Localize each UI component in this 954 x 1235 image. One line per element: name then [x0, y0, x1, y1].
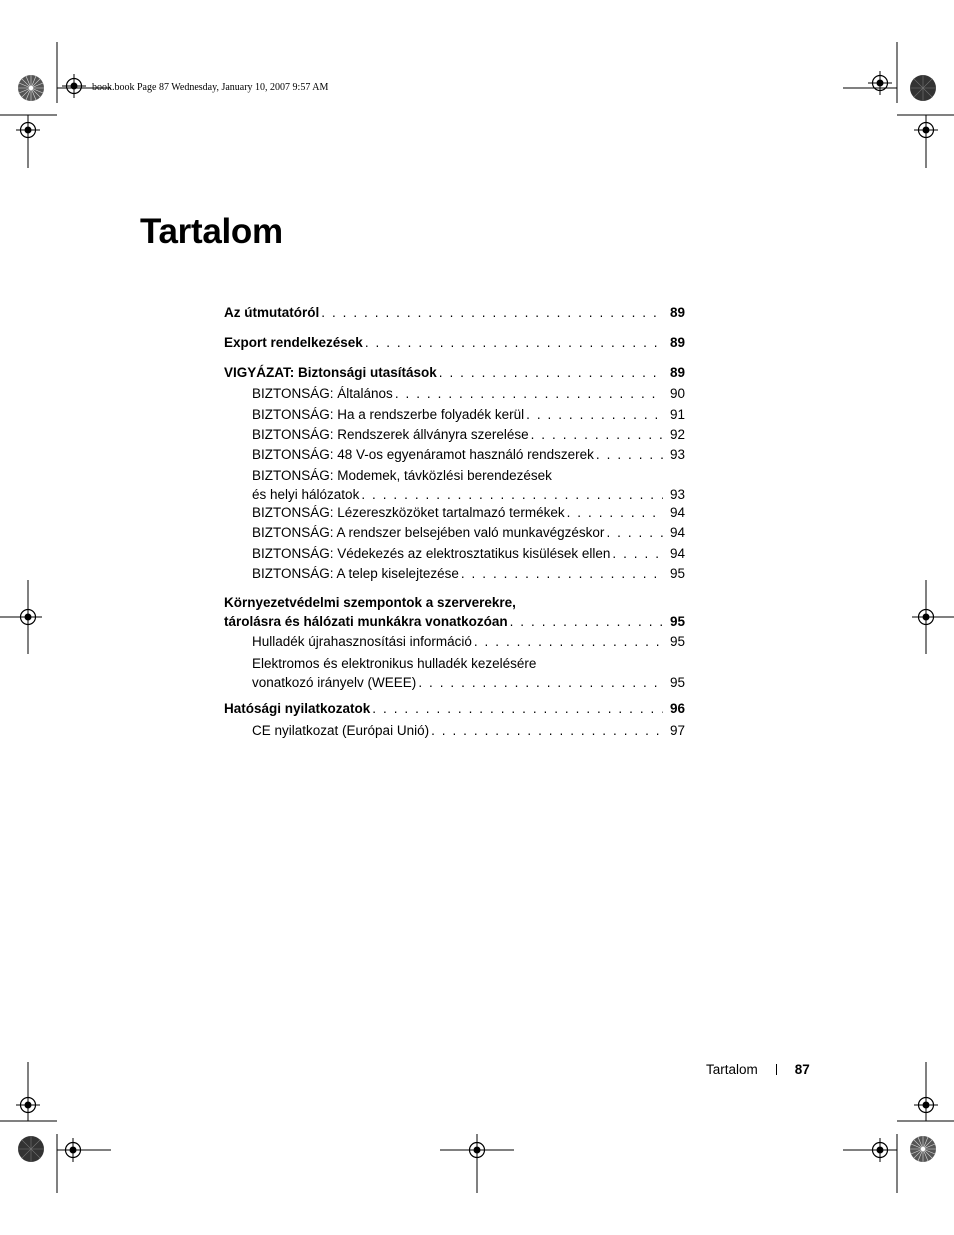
toc-entry-title: BIZTONSÁG: Ha a rendszerbe folyadék kerül [252, 407, 525, 422]
toc-entry-title: BIZTONSÁG: A telep kiselejtezése [252, 566, 459, 581]
footer-section-title: Tartalom [706, 1062, 758, 1077]
footer-separator [776, 1064, 777, 1075]
toc-entry-title: Hulladék újrahasznosítási információ [252, 634, 472, 649]
toc-entry-page-number: 96 [669, 701, 685, 716]
toc-entry-title: Export rendelkezések [224, 335, 363, 350]
toc-entry[interactable] [252, 654, 685, 692]
toc-entry[interactable] [252, 503, 685, 522]
footer-page-number: 87 [794, 1062, 810, 1077]
toc-entry-title-line: Elektromos és elektronikus hulladék kezelésére [252, 656, 537, 671]
toc-entry[interactable] [224, 303, 685, 322]
toc-entry-page-number: 92 [669, 427, 685, 442]
dot-leader [474, 632, 663, 651]
toc-entry[interactable] [224, 333, 685, 352]
toc-entry[interactable] [224, 699, 685, 718]
dot-leader [361, 485, 663, 504]
toc-entry-page-number: 91 [669, 407, 685, 422]
dot-leader [526, 405, 663, 424]
page-footer [706, 1062, 810, 1077]
dot-leader [612, 544, 663, 563]
toc-entry-page-number: 95 [669, 614, 685, 629]
toc-entry-title-line: BIZTONSÁG: Modemek, távközlési berendezések [252, 468, 552, 483]
toc-entry-page-number: 94 [669, 505, 685, 520]
dot-leader [606, 523, 663, 542]
dot-leader [439, 363, 663, 382]
print-header-stamp: book.book Page 87 Wednesday, January 10, 2007 9:57 AM [92, 82, 329, 93]
toc-entry-page-number: 89 [669, 335, 685, 350]
toc-entry[interactable] [252, 425, 685, 444]
toc-entry-page-number: 94 [669, 525, 685, 540]
dot-leader [461, 564, 663, 583]
toc-entry[interactable] [224, 363, 685, 382]
toc-entry-title: Az útmutatóról [224, 305, 320, 320]
toc-entry-page-number: 95 [669, 566, 685, 581]
toc-entry[interactable] [252, 632, 685, 651]
toc-entry-title: tárolásra és hálózati munkákra vonatkozóan [224, 614, 508, 629]
toc-entry[interactable] [252, 523, 685, 542]
toc-entry-title: BIZTONSÁG: Rendszerek állványra szerelése [252, 427, 529, 442]
toc-entry[interactable] [252, 544, 685, 563]
toc-entry[interactable] [252, 445, 685, 464]
toc-entry-page-number: 89 [669, 365, 685, 380]
toc-entry[interactable] [252, 384, 685, 403]
toc-entry-title: CE nyilatkozat (Európai Unió) [252, 723, 430, 738]
toc-entry[interactable] [224, 593, 685, 631]
toc-entry-page-number: 95 [669, 675, 685, 690]
toc-entry-page-number: 93 [669, 447, 685, 462]
toc-entry-page-number: 90 [669, 386, 685, 401]
dot-leader [365, 333, 663, 352]
toc-entry-page-number: 97 [669, 723, 685, 738]
dot-leader [510, 612, 663, 631]
page-title: Tartalom [140, 212, 283, 251]
toc-entry-title-line: Környezetvédelmi szempontok a szerverekre, [224, 595, 516, 610]
toc-entry-title: BIZTONSÁG: Általános [252, 386, 393, 401]
toc-entry[interactable] [252, 564, 685, 583]
toc-entry-title: Hatósági nyilatkozatok [224, 701, 371, 716]
dot-leader [395, 384, 663, 403]
dot-leader [596, 445, 663, 464]
toc-entry-title: VIGYÁZAT: Biztonsági utasítások [224, 365, 437, 380]
dot-leader [418, 673, 663, 692]
toc-entry-title: BIZTONSÁG: 48 V-os egyenáramot használó rendszerek [252, 447, 594, 462]
toc-entry-page-number: 95 [669, 634, 685, 649]
dot-leader [321, 303, 663, 322]
toc-entry[interactable] [252, 466, 685, 504]
dot-leader [431, 721, 663, 740]
toc-entry-title: BIZTONSÁG: Lézereszközöket tartalmazó termékek [252, 505, 565, 520]
dot-leader [372, 699, 663, 718]
toc-entry-page-number: 93 [669, 487, 685, 502]
toc-entry[interactable] [252, 405, 685, 424]
toc-entry-title: és helyi hálózatok [252, 487, 360, 502]
toc-entry-page-number: 94 [669, 546, 685, 561]
toc-entry-title: BIZTONSÁG: Védekezés az elektrosztatikus kisülések ellen [252, 546, 611, 561]
dot-leader [531, 425, 663, 444]
toc-entry-title: vonatkozó irányelv (WEEE) [252, 675, 417, 690]
toc-entry-title: BIZTONSÁG: A rendszer belsejében való munkavégzéskor [252, 525, 605, 540]
dot-leader [567, 503, 663, 522]
toc-entry[interactable] [252, 721, 685, 740]
toc-entry-page-number: 89 [669, 305, 685, 320]
